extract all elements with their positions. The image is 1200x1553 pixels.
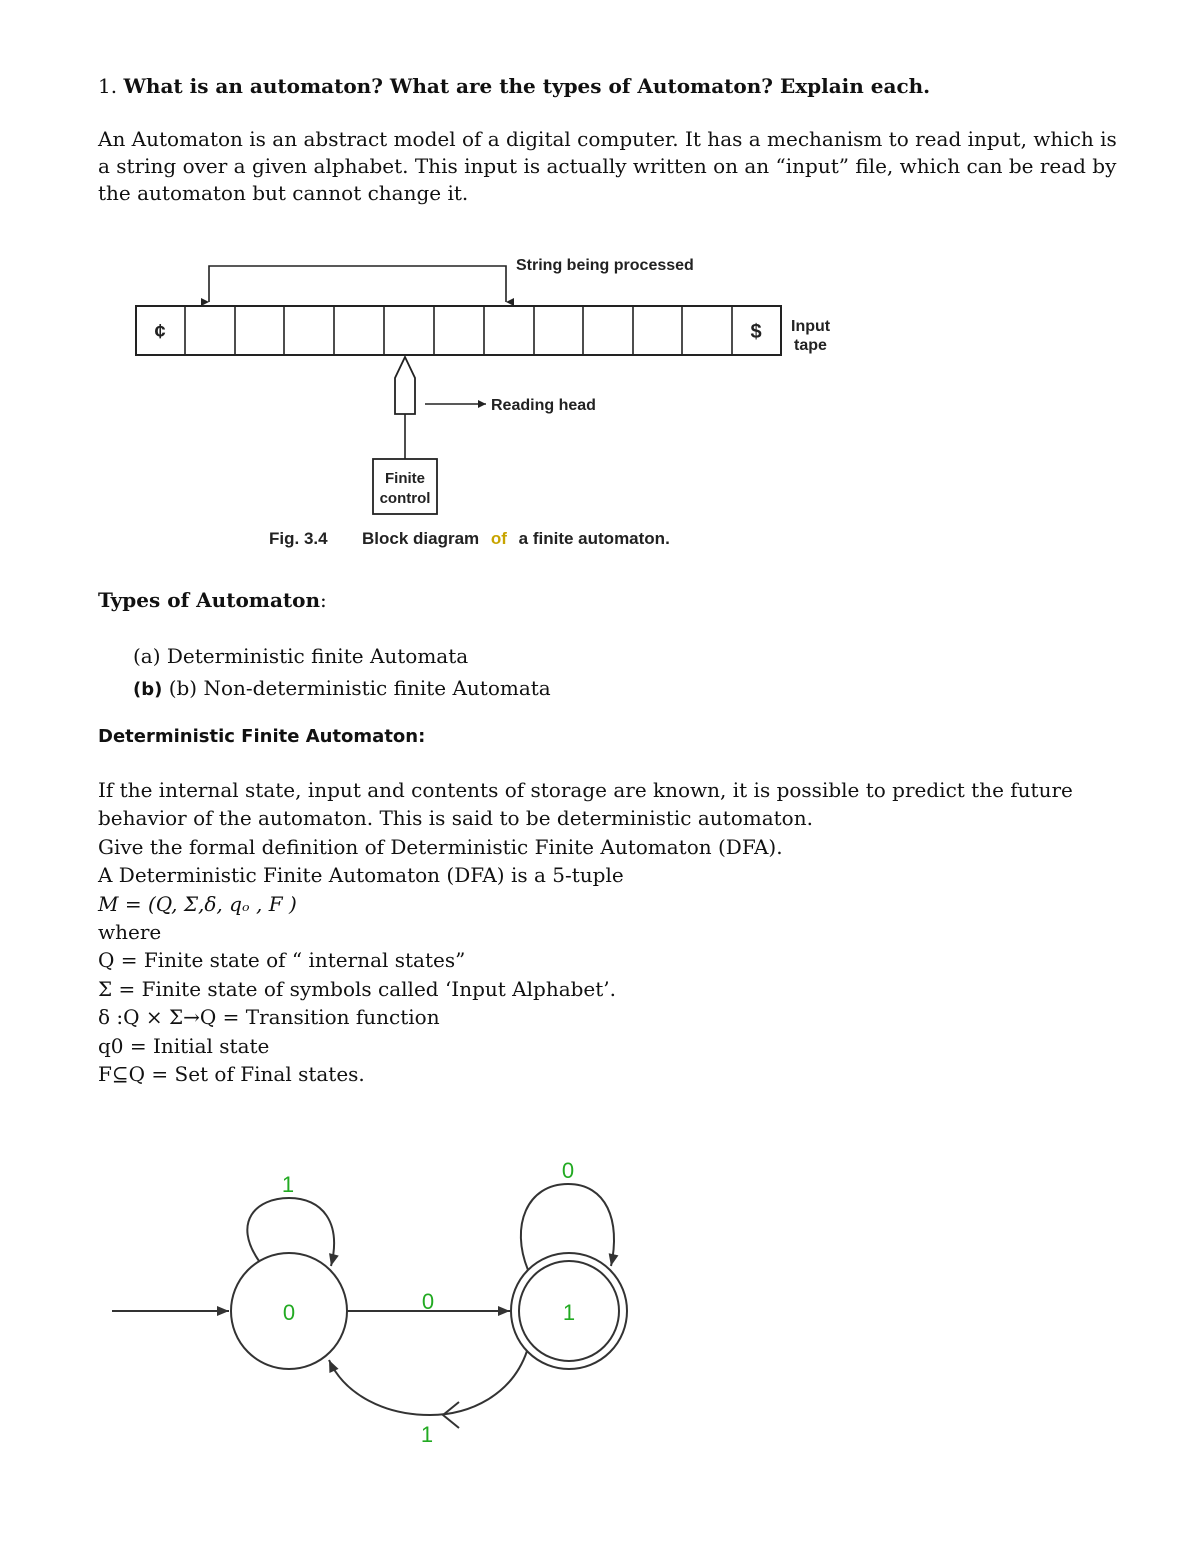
figure-caption (269, 529, 670, 548)
caption-fig-number: Fig. 3.4 (269, 529, 328, 548)
list-item (133, 672, 551, 706)
types-heading (98, 588, 327, 612)
edge-state-0-to-1-label: 0 (421, 1289, 435, 1314)
list-item-text: (b) Non-deterministic finite Automata (168, 676, 551, 700)
dfa-line-states: Q = Finite state of “ internal states” (98, 948, 466, 973)
caption-part-1: Block diagram (362, 529, 480, 548)
dfa-line-where: where (98, 920, 162, 945)
dfa-line-alphabet: Σ = Finite state of symbols called ‘Input Alphabet’. (98, 976, 617, 1001)
dfa-heading: Deterministic Finite Automaton: (98, 726, 426, 747)
list-item-text: Deterministic finite Automata (166, 644, 469, 668)
reading-head-label: Reading head (491, 397, 596, 414)
finite-control-label-1: Finite (385, 470, 425, 487)
block-diagram-figure (0, 240, 1200, 560)
types-heading-colon: : (320, 588, 327, 612)
question-text: What is an automaton? What are the types of Automaton? Explain each. (123, 74, 931, 98)
finite-control-label-2: control (379, 490, 431, 507)
dfa-line-tuple: M = (Q, Σ,δ, qₒ , F ) (98, 891, 297, 916)
question-heading (98, 74, 930, 98)
string-being-processed-label: String being processed (516, 257, 694, 274)
loop-on-state-1-label: 0 (561, 1158, 575, 1183)
dfa-line-final-states: F⊆Q = Set of Final states. (98, 1062, 365, 1087)
edge-state-1-to-0-label: 1 (420, 1422, 434, 1447)
intro-paragraph: An Automaton is an abstract model of a digital computer. It has a mechanism to read input, which is a string over a given alphabet. This input is actually written on an “input” file, which can be read by the automaton but cannot change it. (98, 127, 1117, 205)
input-tape (136, 306, 781, 355)
input-tape-label-2: tape (794, 337, 827, 354)
state-0-label: 0 (282, 1300, 296, 1325)
list-item-marker: (a) (133, 644, 161, 668)
dfa-line-tuple-intro: A Deterministic Finite Automaton (DFA) is a 5-tuple (98, 863, 624, 888)
caption-part-2: a finite automaton. (518, 529, 670, 548)
dfa-line-transition: δ :Q × Σ→Q = Transition function (98, 1005, 440, 1030)
question-number: 1. (98, 74, 118, 98)
list-item-marker: (b) (133, 679, 163, 700)
dfa-line-definition-prompt: Give the formal definition of Deterministic Finite Automaton (DFA). (98, 834, 783, 859)
dfa-state-diagram (0, 1140, 1200, 1460)
input-tape-label-1: Input (791, 318, 831, 335)
tape-start-symbol: ¢ (154, 321, 166, 343)
reading-head (395, 357, 415, 459)
dfa-paragraph: If the internal state, input and contents of storage are known, it is possible to predict the future behavior of the automaton. This is said to be deterministic automaton. (98, 778, 1073, 831)
dfa-line-initial-state: q0 = Initial state (98, 1033, 270, 1058)
types-heading-text: Types of Automaton (98, 588, 321, 612)
types-list (133, 640, 551, 706)
loop-on-state-0-label: 1 (281, 1172, 295, 1197)
edge-state-1-to-0 (329, 1351, 527, 1415)
state-1-label: 1 (562, 1300, 576, 1325)
caption-of: of (490, 529, 507, 548)
dfa-definition (98, 776, 1138, 1088)
tape-end-symbol: $ (750, 321, 762, 343)
string-being-processed-bracket (209, 266, 506, 302)
list-item (133, 640, 551, 672)
